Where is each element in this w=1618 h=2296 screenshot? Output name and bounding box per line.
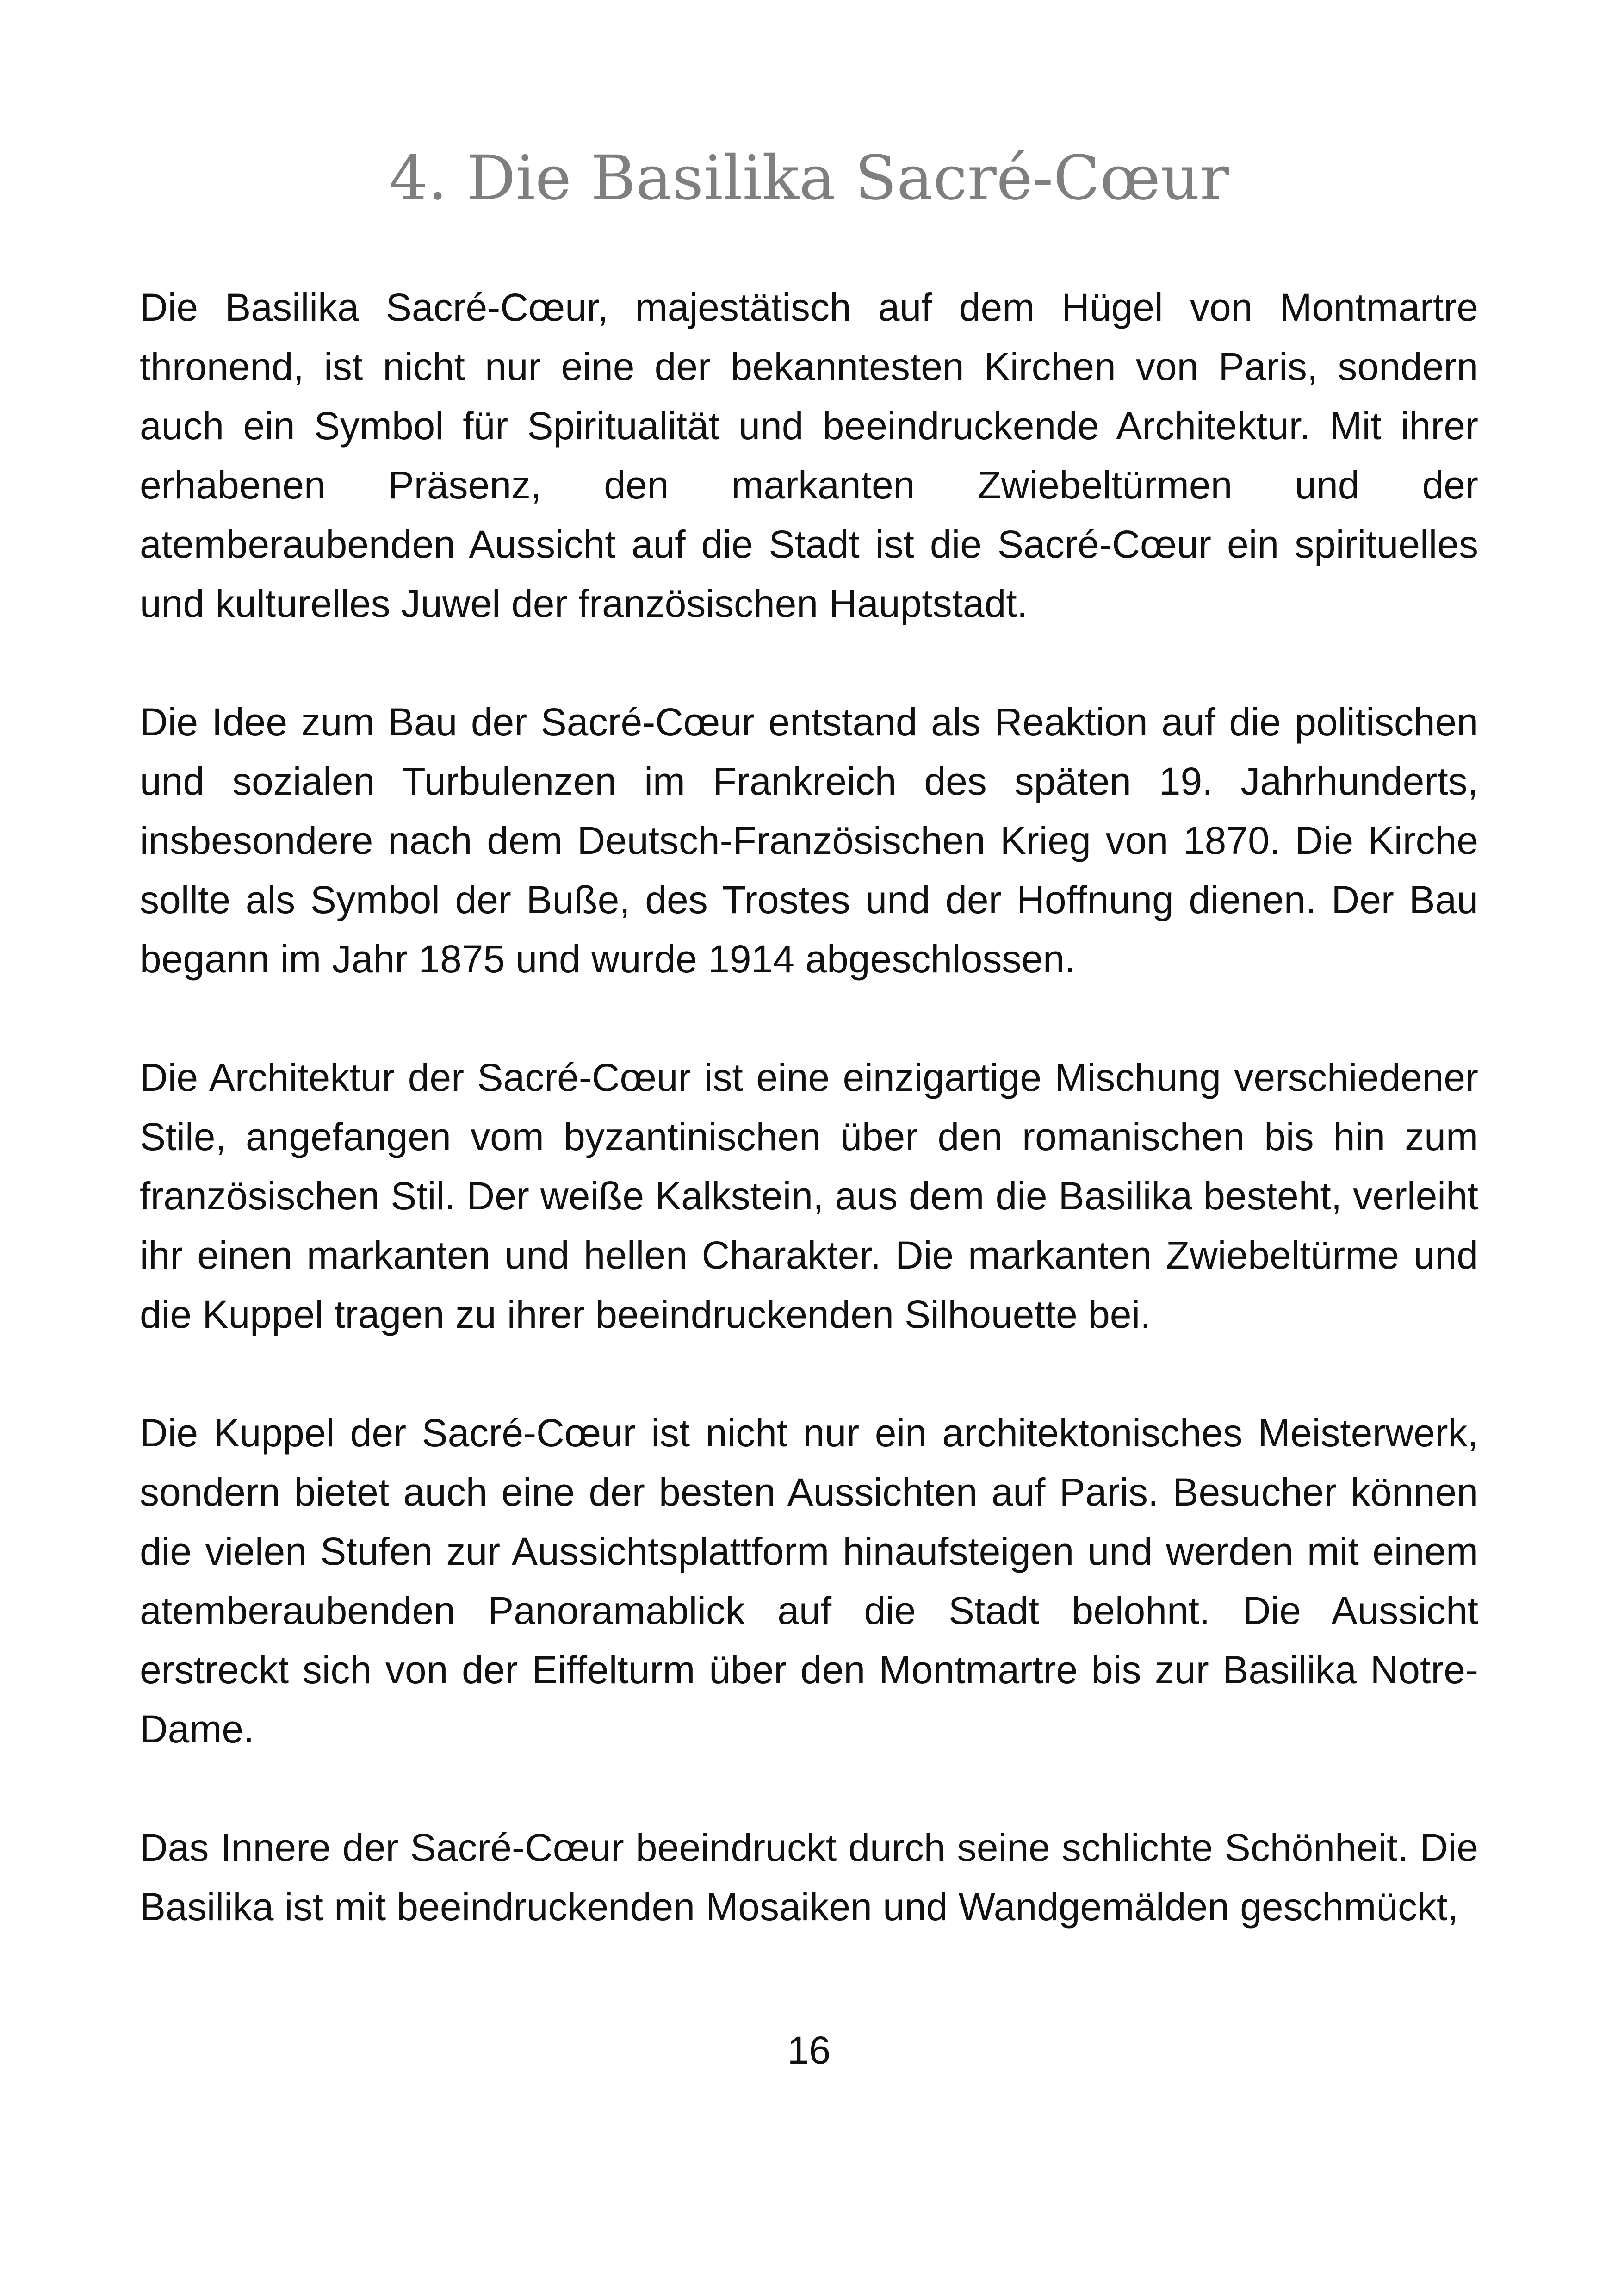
paragraph-5: Das Innere der Sacré-Cœur beeindruckt durch seine schlichte Schönheit. Die Basilika ist mit beeindruckenden Mosaiken und Wandgemälden geschmückt, (140, 1826, 1478, 1929)
page-number: 16 (787, 2028, 831, 2072)
paragraph-2: Die Idee zum Bau der Sacré-Cœur entstand als Reaktion auf die politischen und sozialen Turbulenzen im Frankreich des späten 19. Jahrhunderts, insbesondere nach dem Deutsch-Französischen Krieg von 1870. Die Kirche sollte als Symbol der Buße, des Trostes und der Hoffnung dienen. Der Bau begann im Jahr 1875 und wurde 1914 abgeschlossen. (140, 700, 1478, 981)
paragraph-3: Die Architektur der Sacré-Cœur ist eine einzigartige Mischung verschiedener Stile, angefangen vom byzantinischen über den romanischen bis hin zum französischen Stil. Der weiße Kalkstein, aus dem die Basilika besteht, verleiht ihr einen markanten und hellen Charakter. Die markanten Zwiebeltürme und die Kuppel tragen zu ihrer beeindruckenden Silhouette bei. (140, 1056, 1478, 1336)
paragraph-4: Die Kuppel der Sacré-Cœur ist nicht nur ein architektonisches Meisterwerk, sondern bietet auch eine der besten Aussichten auf Paris. Besucher können die vielen Stufen zur Aussichtsplattform hinaufsteigen und werden mit einem atemberaubenden Panoramablick auf die Stadt belohnt. Die Aussicht erstreckt sich von der Eiffelturm über den Montmartre bis zur Basilika Notre-Dame. (140, 1411, 1478, 1751)
body-text (140, 278, 1478, 1996)
paragraph-1: Die Basilika Sacré-Cœur, majestätisch auf dem Hügel von Montmartre thronend, ist nicht nur eine der bekanntesten Kirchen von Paris, sondern auch ein Symbol für Spiritualität und beeindruckende Architektur. Mit ihrer erhabenen Präsenz, den markanten Zwiebeltürmen und der atemberaubenden Aussicht auf die Stadt ist die Sacré-Cœur ein spirituelles und kulturelles Juwel der französischen Hauptstadt. (140, 286, 1478, 625)
chapter-title: 4. Die Basilika Sacré-Cœur (389, 143, 1229, 214)
